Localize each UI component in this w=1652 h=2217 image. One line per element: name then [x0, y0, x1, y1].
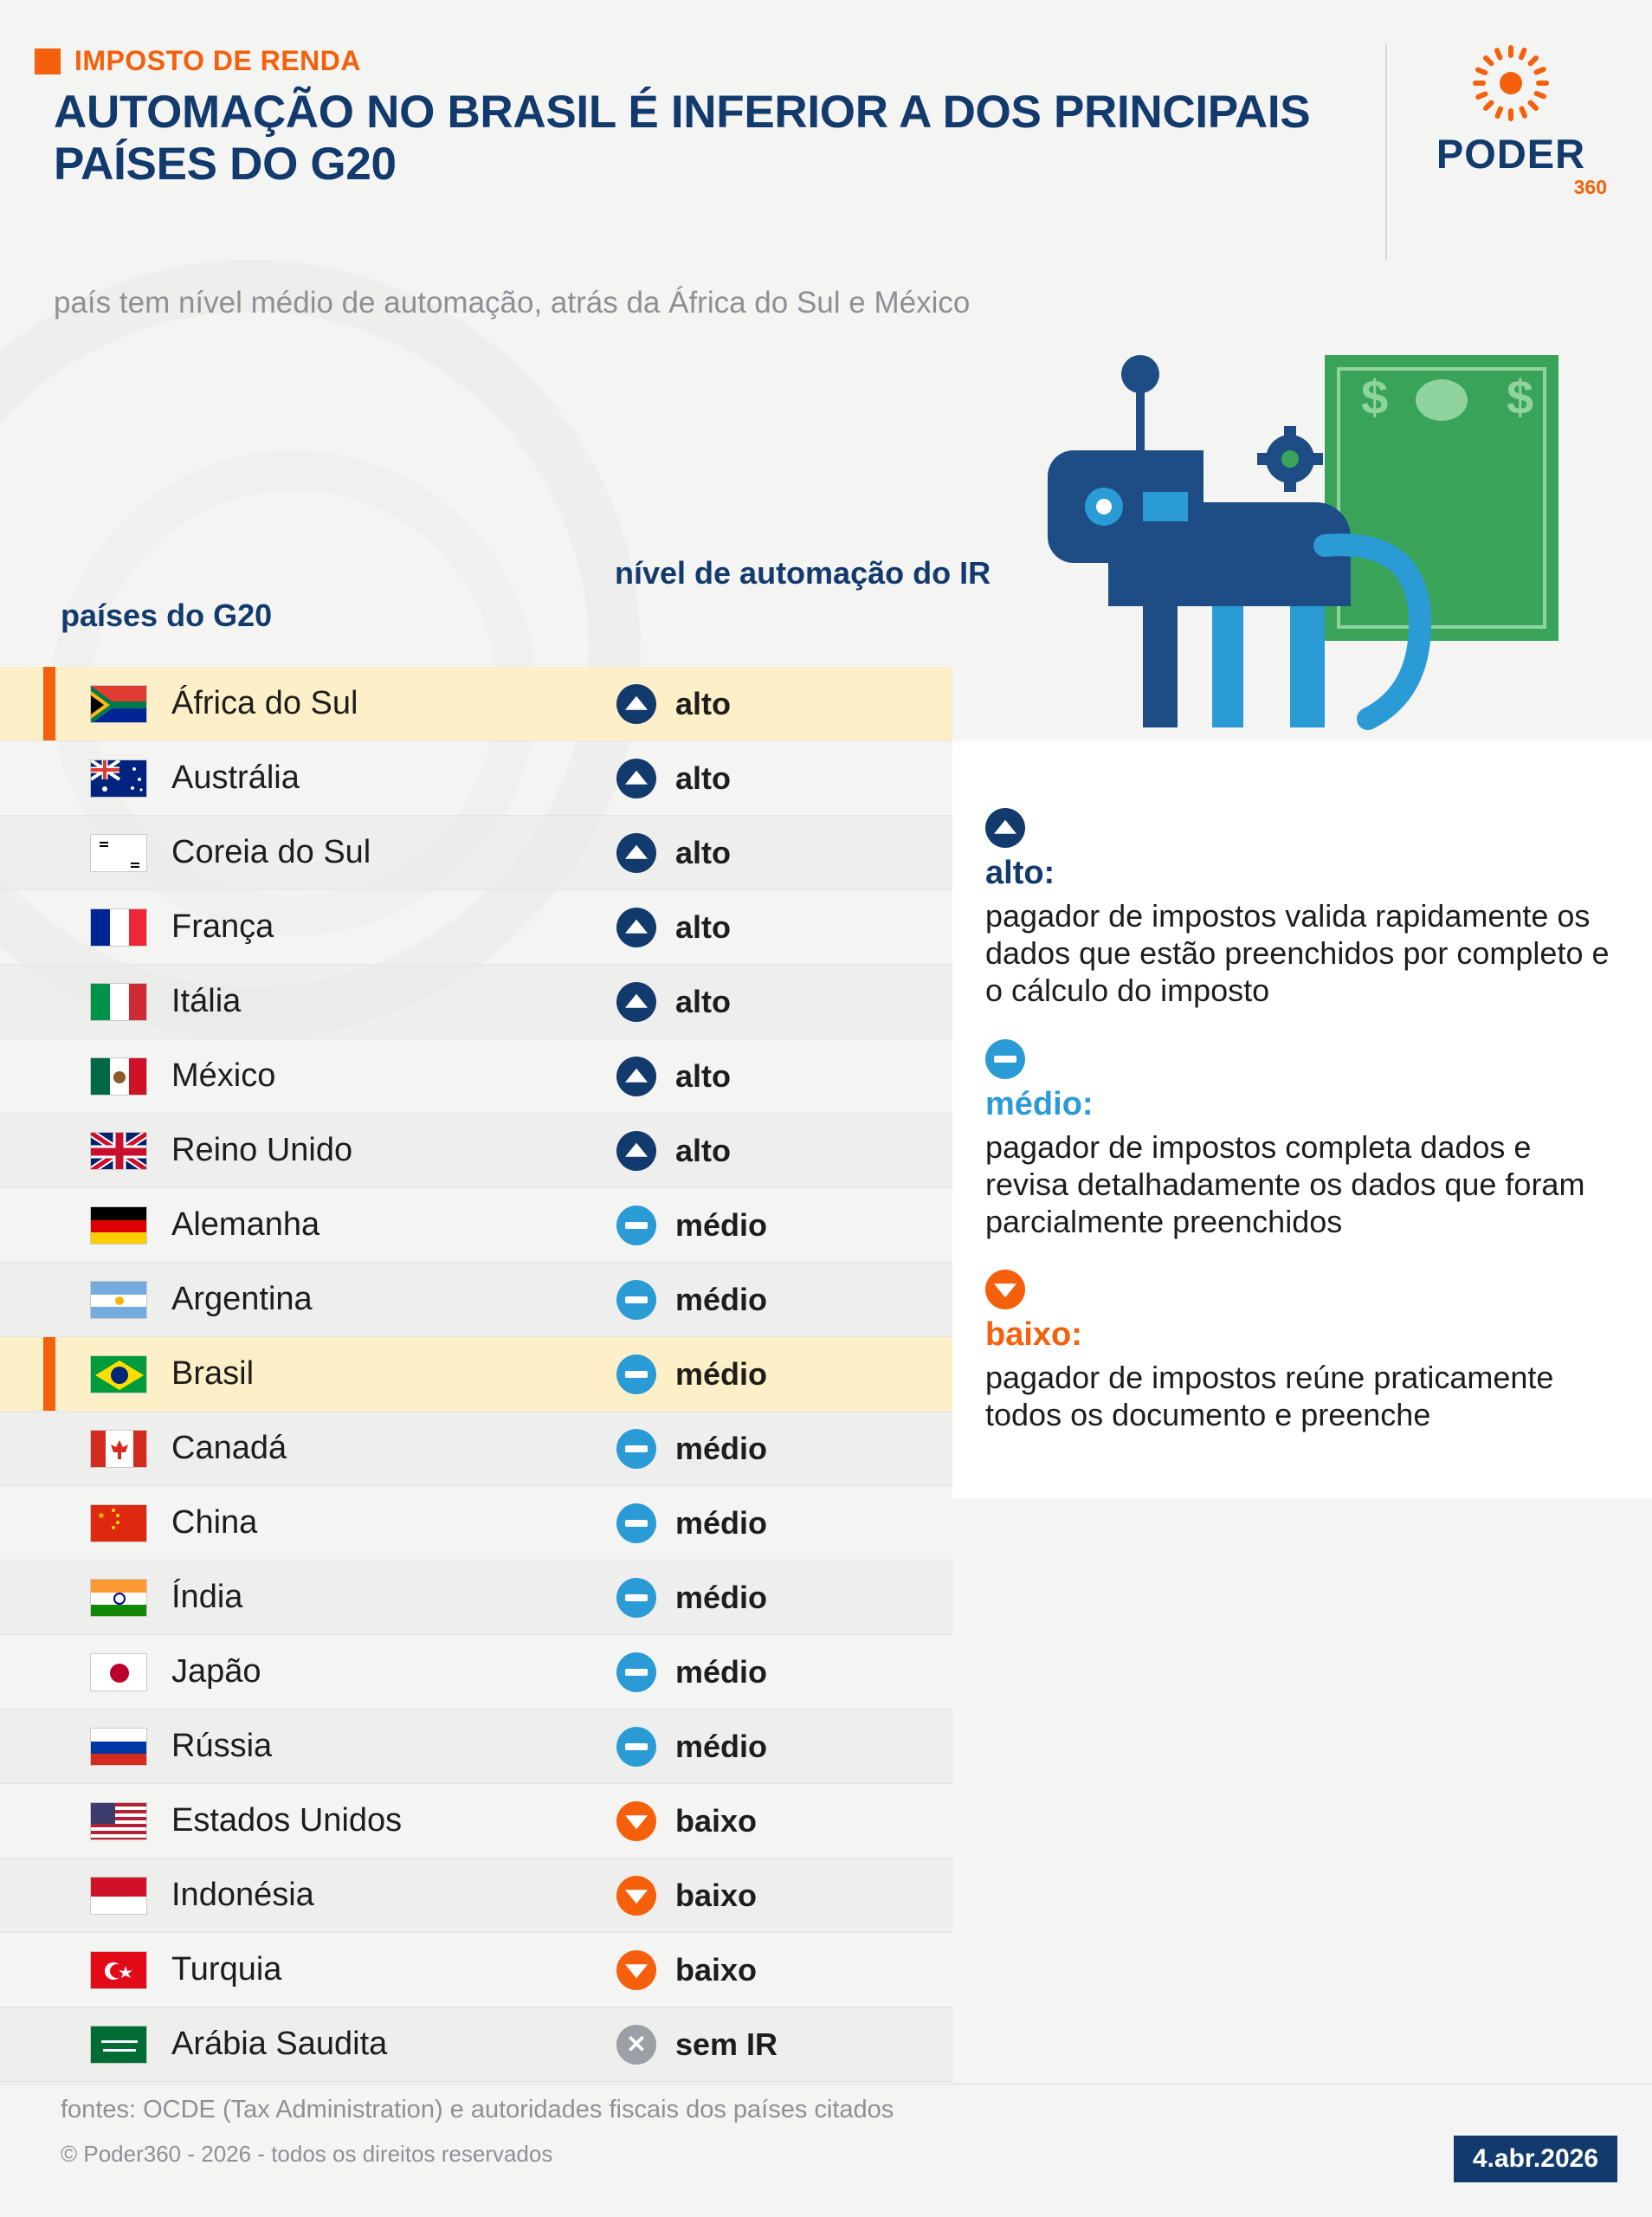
level-label: alto: [675, 1132, 732, 1168]
row-highlight-marker: [43, 1486, 55, 1560]
level-cell: [616, 1429, 767, 1469]
country-name: China: [171, 1504, 258, 1541]
level-cell: [616, 1876, 757, 1916]
flag-tr-icon: [90, 1951, 147, 1989]
level-cell: [616, 684, 731, 724]
row-highlight-marker: [43, 1039, 55, 1113]
dash-icon: [616, 1503, 656, 1543]
row-highlight-marker: [43, 1710, 55, 1783]
robot-money-illustration: [1039, 346, 1576, 762]
level-cell: [616, 1131, 731, 1171]
level-label: médio: [675, 1579, 768, 1615]
country-table: [0, 667, 952, 2082]
dash-icon: [616, 1205, 656, 1245]
legend-icon: [985, 808, 1617, 848]
triangle-up-icon: [616, 982, 656, 1022]
country-name: Turquia: [171, 1951, 282, 1988]
flag-za-icon: [90, 685, 147, 723]
dash-icon: [616, 1727, 656, 1767]
legend-description: pagador de impostos reúne praticamente todos os documento e preenche: [985, 1360, 1554, 1433]
dash-icon: [985, 1039, 1025, 1079]
level-label: médio: [675, 1728, 768, 1764]
triangle-up-icon: [616, 833, 656, 873]
legend-panel: [952, 740, 1652, 1498]
level-label: alto: [675, 1057, 732, 1094]
legend-term: baixo:: [985, 1316, 1082, 1354]
country-name: Arábia Saudita: [171, 2026, 388, 2062]
triangle-up-icon: [616, 908, 656, 947]
country-name: México: [171, 1057, 276, 1094]
row-highlight-marker: [43, 1412, 55, 1485]
column-header-countries: países do G20: [61, 598, 273, 633]
flag-kr-icon: [90, 834, 147, 872]
legend-term: alto:: [985, 855, 1055, 891]
flag-in-icon: [90, 1579, 147, 1617]
country-name: Reino Unido: [171, 1132, 353, 1168]
legend-description: pagador de impostos completa dados e revisa detalhadamente os dados que foram parcialmente preenchidos: [985, 1128, 1585, 1239]
flag-ca-icon: [90, 1430, 147, 1468]
table-row: [0, 816, 952, 890]
dash-icon: [616, 1652, 656, 1692]
flag-br-icon: [90, 1355, 147, 1393]
level-cell: [616, 1057, 731, 1096]
country-name: Austrália: [171, 759, 300, 796]
country-name: Rússia: [171, 1728, 273, 1764]
table-row: [0, 1188, 952, 1263]
svg-text:$: $: [1507, 370, 1534, 424]
country-name: França: [171, 908, 274, 945]
triangle-down-icon: [616, 1950, 656, 1990]
country-name: Alemanha: [171, 1206, 320, 1243]
row-highlight-marker: [43, 1858, 55, 1932]
level-label: médio: [675, 1206, 768, 1243]
sunburst-icon: [1473, 45, 1549, 121]
level-cell: [616, 2025, 778, 2065]
table-row: [0, 741, 952, 816]
flag-us-icon: [90, 1802, 147, 1840]
triangle-up-icon: [616, 1131, 656, 1171]
level-label: baixo: [675, 1802, 758, 1839]
logo-wordmark: PODER: [1436, 131, 1586, 177]
dash-icon: [616, 1280, 656, 1320]
level-cell: [616, 982, 731, 1022]
dash-icon: [616, 1354, 656, 1394]
table-row: [0, 1114, 952, 1188]
svg-text:$: $: [1361, 370, 1389, 424]
table-row: [0, 1561, 952, 1635]
table-row: [0, 1039, 952, 1114]
country-name: Índia: [171, 1579, 243, 1615]
country-name: Coreia do Sul: [171, 834, 371, 870]
table-row: [0, 1486, 952, 1561]
row-highlight-marker: [43, 890, 55, 964]
table-row: [0, 2007, 952, 2082]
flag-id-icon: [90, 1877, 147, 1915]
column-header-level: nível de automação do IR: [615, 555, 991, 591]
x-circle-icon: ✕: [616, 2025, 656, 2065]
level-label: alto: [675, 908, 732, 945]
flag-it-icon: [90, 983, 147, 1021]
table-row: [0, 667, 952, 741]
sources-note: fontes: OCDE (Tax Administration) e autoridades fiscais dos países citados: [61, 2096, 894, 2123]
row-highlight-marker: [43, 1114, 55, 1187]
flag-cn-icon: [90, 1504, 147, 1542]
table-row: [0, 1710, 952, 1784]
level-cell: [616, 1950, 757, 1990]
legend-icon: [985, 1270, 1617, 1309]
row-highlight-marker: [43, 741, 55, 815]
level-label: médio: [675, 1281, 768, 1317]
flag-fr-icon: [90, 908, 147, 947]
flag-mx-icon: [90, 1057, 147, 1096]
triangle-down-icon: [616, 1801, 656, 1841]
kicker-bar-icon: [35, 48, 61, 74]
dash-icon: [616, 1429, 656, 1469]
legend-item: [985, 808, 1617, 1010]
kicker: [35, 45, 361, 77]
page-title: AUTOMAÇÃO NO BRASIL É INFERIOR A DOS PRINCIPAIS PAÍSES DO G20: [54, 87, 1311, 191]
triangle-down-icon: [985, 1270, 1025, 1309]
logo-divider: [1385, 43, 1387, 260]
country-name: Japão: [171, 1653, 261, 1690]
level-cell: [616, 1652, 767, 1692]
country-name: África do Sul: [171, 685, 358, 721]
row-highlight-marker: [43, 1635, 55, 1709]
level-label: alto: [675, 759, 732, 796]
country-name: Estados Unidos: [171, 1802, 403, 1839]
kicker-label: IMPOSTO DE RENDA: [74, 45, 361, 76]
level-label: médio: [675, 1430, 768, 1466]
level-label: baixo: [675, 1951, 758, 1988]
flag-de-icon: [90, 1206, 147, 1244]
flag-sa-icon: [90, 2026, 147, 2064]
row-highlight-marker: [43, 1263, 55, 1336]
brand-logo: [1411, 45, 1610, 199]
country-name: Argentina: [171, 1281, 313, 1317]
row-highlight-marker: [43, 1784, 55, 1858]
copyright-note: © Poder360 - 2026 - todos os direitos reservados: [61, 2141, 553, 2167]
table-row: [0, 1412, 952, 1486]
dash-icon: [616, 1578, 656, 1618]
level-label: alto: [675, 685, 732, 721]
level-cell: [616, 1801, 757, 1841]
table-row: [0, 1263, 952, 1337]
table-row: [0, 1858, 952, 1933]
level-cell: [616, 833, 731, 873]
triangle-up-icon: [616, 759, 656, 798]
level-cell: [616, 1503, 767, 1543]
table-row: [0, 1337, 952, 1412]
row-highlight-marker: [43, 1188, 55, 1262]
legend-icon: [985, 1039, 1617, 1079]
row-highlight-marker: [43, 965, 55, 1038]
country-name: Itália: [171, 983, 242, 1019]
level-cell: [616, 1727, 767, 1767]
table-row: [0, 1784, 952, 1858]
legend-term: médio:: [985, 1085, 1094, 1122]
row-highlight-marker: [43, 1933, 55, 2007]
country-name: Indonésia: [171, 1877, 314, 1913]
date-badge: 4.abr.2026: [1454, 2136, 1617, 2182]
country-name: Canadá: [171, 1430, 287, 1466]
level-cell: [616, 1578, 767, 1618]
flag-jp-icon: [90, 1653, 147, 1691]
triangle-up-icon: [985, 808, 1025, 848]
flag-au-icon: [90, 759, 147, 798]
triangle-up-icon: [616, 1057, 656, 1096]
level-label: médio: [675, 1355, 768, 1392]
level-label: médio: [675, 1653, 768, 1690]
row-highlight-marker: [43, 667, 55, 740]
page-subtitle: país tem nível médio de automação, atrás da África do Sul e México: [54, 286, 971, 320]
table-row: [0, 1635, 952, 1710]
row-highlight-marker: [43, 1337, 55, 1411]
table-row: [0, 890, 952, 965]
country-name: Brasil: [171, 1355, 255, 1392]
triangle-down-icon: [616, 1876, 656, 1916]
level-label: baixo: [675, 1877, 758, 1913]
table-row: [0, 1933, 952, 2007]
level-cell: [616, 759, 731, 798]
row-highlight-marker: [43, 2007, 55, 2081]
flag-ar-icon: [90, 1281, 147, 1319]
level-label: sem IR: [675, 2026, 778, 2062]
legend-item: [985, 1039, 1617, 1241]
flag-ru-icon: [90, 1728, 147, 1766]
level-cell: [616, 908, 731, 947]
logo-suffix: 360: [1573, 176, 1607, 198]
legend-description: pagador de impostos valida rapidamente os dados que estão preenchidos por completo e o cálculo do imposto: [985, 898, 1610, 1009]
level-label: alto: [675, 983, 732, 1019]
triangle-up-icon: [616, 684, 656, 724]
level-cell: [616, 1354, 767, 1394]
legend-item: [985, 1270, 1617, 1433]
level-cell: [616, 1205, 767, 1245]
table-row: [0, 965, 952, 1039]
level-cell: [616, 1280, 767, 1320]
flag-gb-icon: [90, 1132, 147, 1170]
level-label: alto: [675, 834, 732, 870]
row-highlight-marker: [43, 1561, 55, 1634]
row-highlight-marker: [43, 816, 55, 889]
level-label: médio: [675, 1504, 768, 1541]
